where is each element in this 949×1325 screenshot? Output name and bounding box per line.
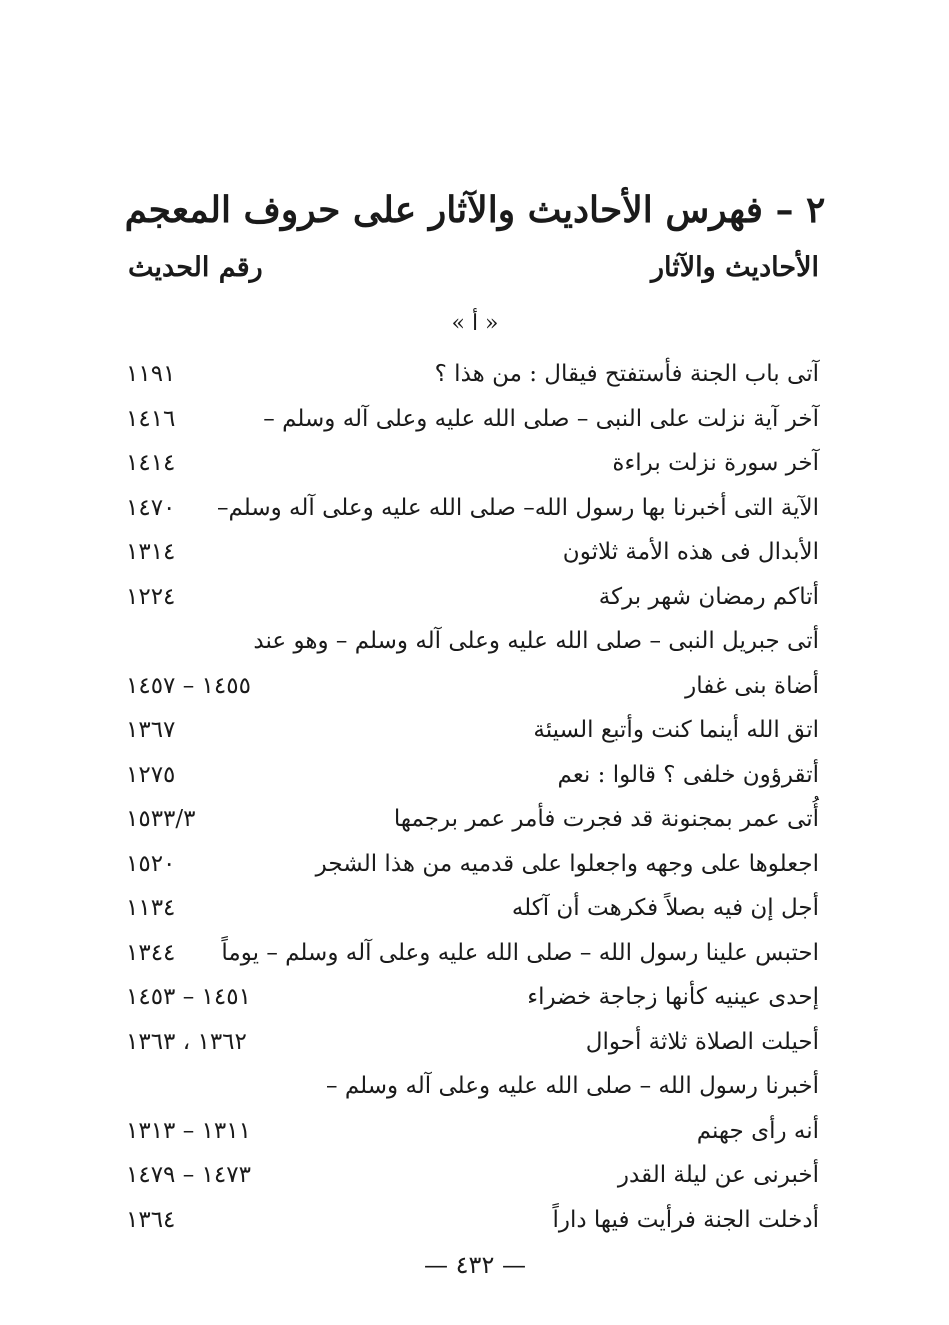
entry-number: ١٤٧٣ – ١٤٧٩ xyxy=(126,1162,251,1188)
list-item xyxy=(0,753,949,798)
list-item xyxy=(0,708,949,753)
entry-number: ١٣٦٢ ، ١٣٦٣ xyxy=(126,1028,247,1055)
entry-text: أخبرنا رسول الله – صلى الله عليه وعلى آله وسلم – xyxy=(326,1073,819,1099)
entry-number: ١٣١١ – ١٣١٣ xyxy=(126,1117,251,1144)
entry-number: ١٤٥١ – ١٤٥٣ xyxy=(126,984,251,1010)
entry-text: الآية التى أخبرنا بها رسول الله– صلى الله عليه وعلى آله وسلم– xyxy=(216,494,819,521)
entry-text: أنه رأى جهنم xyxy=(696,1117,819,1144)
list-item xyxy=(0,931,949,976)
list-item xyxy=(0,1020,949,1065)
column-header-number: رقم الحديث xyxy=(128,252,263,283)
entry-text: أتاكم رمضان شهر بركة xyxy=(598,583,819,610)
entry-number: ١٣٦٧ xyxy=(126,717,176,743)
list-item xyxy=(0,397,949,442)
page-number: — ٤٣٢ — xyxy=(424,1251,526,1279)
entry-number: ١٤٧٠ xyxy=(126,494,176,521)
entry-number: ١٣٦٤ xyxy=(126,1206,176,1233)
entry-text: الأبدال فى هذه الأمة ثلاثون xyxy=(562,539,819,565)
list-item xyxy=(0,486,949,531)
entry-number: ١٣١٤ xyxy=(126,539,176,565)
entry-text: احتبس علينا رسول الله – صلى الله عليه وعلى آله وسلم – يوماً xyxy=(221,939,819,966)
entry-text: أُتى عمر بمجنونة قد فجرت فأمر عمر برجمها xyxy=(393,806,819,832)
list-item xyxy=(0,1064,949,1109)
list-item xyxy=(0,619,949,664)
list-item xyxy=(0,352,949,397)
entry-list xyxy=(0,352,949,1242)
entry-number: ١٤١٦ xyxy=(126,405,176,432)
entry-number: ١٥٣٣/٣ xyxy=(126,806,196,832)
entry-text: اجعلوها على وجهه واجعلوا على قدميه من هذا الشجر xyxy=(315,850,819,877)
page-title: ٢ – فهرس الأحاديث والآثار على حروف المعجم xyxy=(124,189,826,231)
column-header-hadith: الأحاديث والآثار xyxy=(651,252,819,283)
entry-number: ١٢٧٥ xyxy=(126,761,176,788)
list-item xyxy=(0,575,949,620)
entry-text: آخر سورة نزلت براءة xyxy=(612,450,819,476)
section-letter: « أ » xyxy=(451,311,499,336)
entry-text: أتقرؤون خلفى ؟ قالوا : نعم xyxy=(557,761,819,788)
entry-number: ١٤١٤ xyxy=(126,450,176,476)
entry-text: أتى جبريل النبى – صلى الله عليه وعلى آله وسلم – وهو عند xyxy=(253,628,819,654)
entry-number: ١٥٢٠ xyxy=(126,850,176,877)
entry-number: ١٢٢٤ xyxy=(126,583,176,610)
entry-number: ١١٩١ xyxy=(126,361,176,387)
list-item xyxy=(0,1153,949,1198)
list-item xyxy=(0,842,949,887)
list-item xyxy=(0,530,949,575)
list-item xyxy=(0,1109,949,1154)
list-item xyxy=(0,797,949,842)
entry-text: أحيلت الصلاة ثلاثة أحوال xyxy=(585,1028,819,1055)
list-item xyxy=(0,664,949,709)
entry-text: إحدى عينيه كأنها زجاجة خضراء xyxy=(527,984,819,1010)
entry-text: آخر آية نزلت على النبى – صلى الله عليه وعلى آله وسلم – xyxy=(263,405,819,432)
list-item xyxy=(0,441,949,486)
entry-number: ١٤٥٥ – ١٤٥٧ xyxy=(126,672,251,699)
entry-text: أدخلت الجنة فرأيت فيها داراً xyxy=(552,1206,819,1233)
entry-number: ١١٣٤ xyxy=(126,895,176,921)
list-item xyxy=(0,886,949,931)
entry-text: أضاة بنى غفار xyxy=(685,672,819,699)
entry-text: آتى باب الجنة فأستفتح فيقال : من هذا ؟ xyxy=(434,361,819,387)
entry-text: أجل إن فيه بصلاً فكرهت أن آكله xyxy=(511,895,819,921)
list-item xyxy=(0,975,949,1020)
entry-text: أخبرنى عن ليلة القدر xyxy=(617,1162,819,1188)
entry-text: اتق الله أينما كنت وأتبع السيئة xyxy=(533,717,819,743)
entry-number: ١٣٤٤ xyxy=(126,939,176,966)
list-item xyxy=(0,1198,949,1243)
